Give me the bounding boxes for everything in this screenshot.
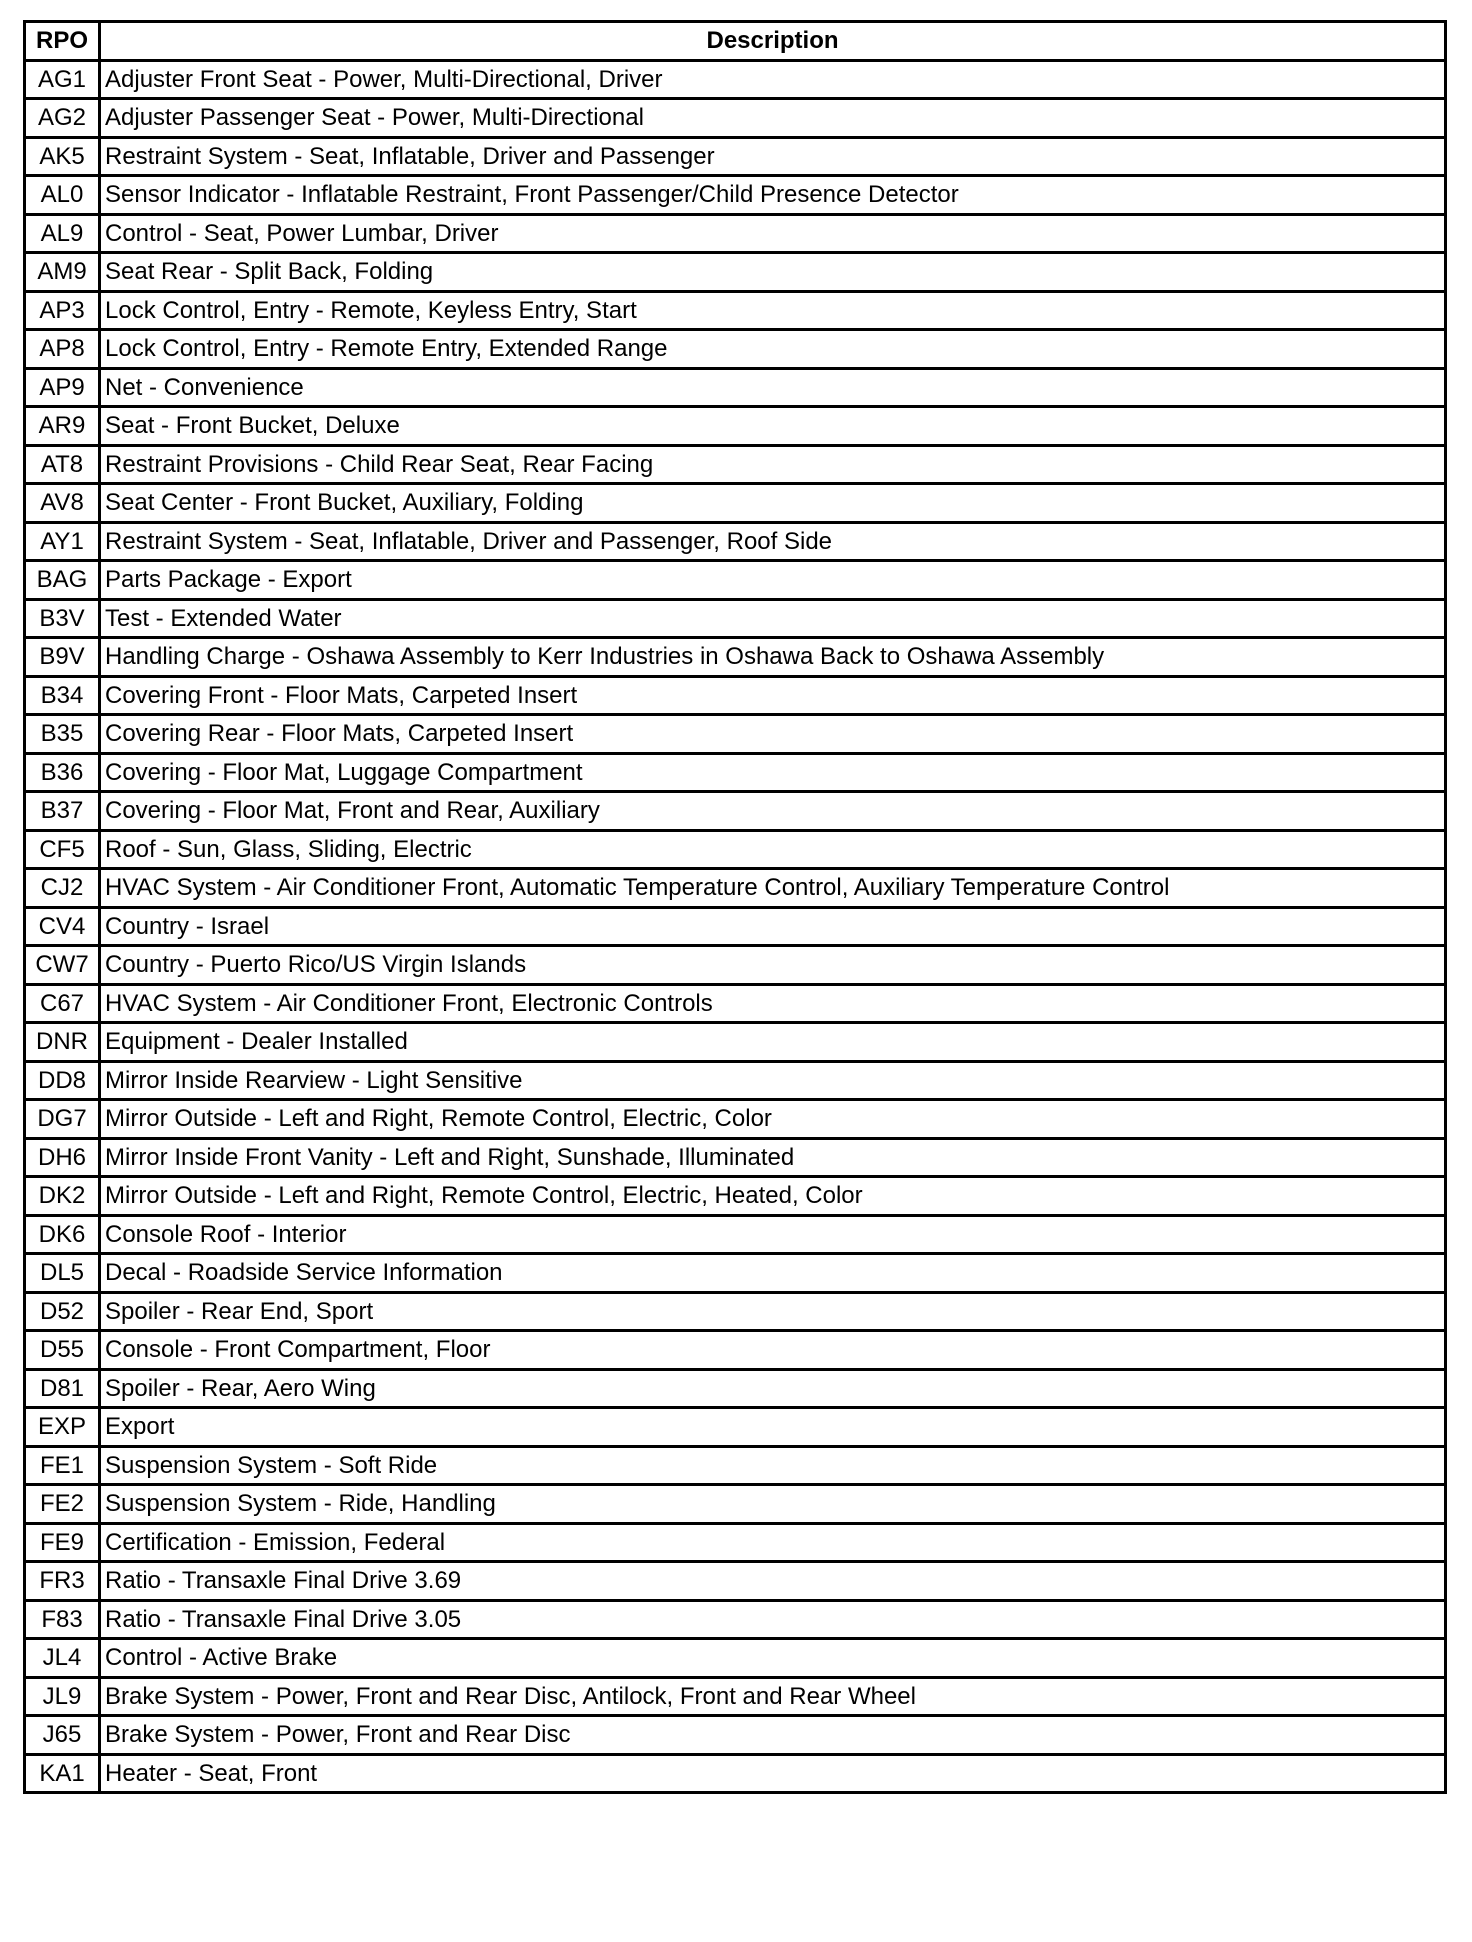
table-row: [25, 1177, 1446, 1216]
rpo-code-cell: AG1: [25, 60, 100, 99]
table-row: [25, 792, 1446, 831]
description-cell: HVAC System - Air Conditioner Front, Electronic Controls: [100, 984, 1446, 1023]
table-row: [25, 638, 1446, 677]
rpo-code-cell: B36: [25, 753, 100, 792]
rpo-code-cell: AR9: [25, 407, 100, 446]
table-row: [25, 1639, 1446, 1678]
rpo-code-cell: F83: [25, 1600, 100, 1639]
table-row: [25, 291, 1446, 330]
rpo-code-cell: B34: [25, 676, 100, 715]
rpo-code-cell: J65: [25, 1716, 100, 1755]
description-cell: Certification - Emission, Federal: [100, 1523, 1446, 1562]
table-row: [25, 1369, 1446, 1408]
description-cell: Control - Active Brake: [100, 1639, 1446, 1678]
rpo-code-cell: DNR: [25, 1023, 100, 1062]
table-row: [25, 1446, 1446, 1485]
table-row: [25, 869, 1446, 908]
table-row: [25, 1754, 1446, 1793]
rpo-code-cell: CJ2: [25, 869, 100, 908]
description-cell: Export: [100, 1408, 1446, 1447]
table-row: [25, 484, 1446, 523]
table-row: [25, 599, 1446, 638]
rpo-code-cell: AL0: [25, 176, 100, 215]
rpo-code-cell: AG2: [25, 99, 100, 138]
rpo-code-cell: CF5: [25, 830, 100, 869]
description-cell: Spoiler - Rear, Aero Wing: [100, 1369, 1446, 1408]
rpo-code-cell: B3V: [25, 599, 100, 638]
rpo-code-cell: JL4: [25, 1639, 100, 1678]
description-cell: Console - Front Compartment, Floor: [100, 1331, 1446, 1370]
description-cell: Ratio - Transaxle Final Drive 3.05: [100, 1600, 1446, 1639]
description-cell: Covering Rear - Floor Mats, Carpeted Insert: [100, 715, 1446, 754]
description-cell: Mirror Inside Front Vanity - Left and Right, Sunshade, Illuminated: [100, 1138, 1446, 1177]
table-row: [25, 1716, 1446, 1755]
description-cell: Test - Extended Water: [100, 599, 1446, 638]
description-cell: Parts Package - Export: [100, 561, 1446, 600]
rpo-code-cell: AP9: [25, 368, 100, 407]
description-cell: Lock Control, Entry - Remote, Keyless Entry, Start: [100, 291, 1446, 330]
description-cell: Seat Rear - Split Back, Folding: [100, 253, 1446, 292]
description-cell: Control - Seat, Power Lumbar, Driver: [100, 214, 1446, 253]
description-cell: Covering - Floor Mat, Luggage Compartment: [100, 753, 1446, 792]
rpo-code-cell: B9V: [25, 638, 100, 677]
table-row: [25, 330, 1446, 369]
rpo-code-cell: AY1: [25, 522, 100, 561]
table-row: [25, 715, 1446, 754]
table-row: [25, 1408, 1446, 1447]
table-row: [25, 522, 1446, 561]
rpo-code-cell: BAG: [25, 561, 100, 600]
table-row: [25, 1562, 1446, 1601]
rpo-code-cell: KA1: [25, 1754, 100, 1793]
table-row: [25, 984, 1446, 1023]
table-row: [25, 407, 1446, 446]
table-row: [25, 1292, 1446, 1331]
description-cell: Covering Front - Floor Mats, Carpeted Insert: [100, 676, 1446, 715]
table-row: [25, 1061, 1446, 1100]
rpo-code-cell: C67: [25, 984, 100, 1023]
rpo-code-cell: EXP: [25, 1408, 100, 1447]
rpo-code-cell: FE9: [25, 1523, 100, 1562]
table-row: [25, 1677, 1446, 1716]
rpo-code-cell: AP8: [25, 330, 100, 369]
table-row: [25, 60, 1446, 99]
rpo-code-cell: AP3: [25, 291, 100, 330]
rpo-code-cell: DL5: [25, 1254, 100, 1293]
rpo-code-cell: B35: [25, 715, 100, 754]
rpo-code-cell: FE1: [25, 1446, 100, 1485]
table-body: [25, 60, 1446, 1793]
table-row: [25, 676, 1446, 715]
table-row: [25, 253, 1446, 292]
rpo-code-cell: FR3: [25, 1562, 100, 1601]
rpo-code-cell: AK5: [25, 137, 100, 176]
description-cell: Brake System - Power, Front and Rear Disc, Antilock, Front and Rear Wheel: [100, 1677, 1446, 1716]
table-row: [25, 99, 1446, 138]
table-row: [25, 1215, 1446, 1254]
description-cell: Brake System - Power, Front and Rear Disc: [100, 1716, 1446, 1755]
rpo-code-cell: CW7: [25, 946, 100, 985]
description-cell: Suspension System - Soft Ride: [100, 1446, 1446, 1485]
description-cell: Seat Center - Front Bucket, Auxiliary, Folding: [100, 484, 1446, 523]
table-row: [25, 1100, 1446, 1139]
rpo-code-cell: DH6: [25, 1138, 100, 1177]
description-cell: Roof - Sun, Glass, Sliding, Electric: [100, 830, 1446, 869]
rpo-code-cell: AL9: [25, 214, 100, 253]
table-row: [25, 1600, 1446, 1639]
rpo-table: [23, 20, 1447, 1794]
table-row: [25, 137, 1446, 176]
rpo-code-cell: D52: [25, 1292, 100, 1331]
rpo-code-cell: DG7: [25, 1100, 100, 1139]
description-cell: Restraint System - Seat, Inflatable, Driver and Passenger, Roof Side: [100, 522, 1446, 561]
table-row: [25, 1138, 1446, 1177]
table-row: [25, 1023, 1446, 1062]
rpo-code-cell: D81: [25, 1369, 100, 1408]
rpo-code-cell: AM9: [25, 253, 100, 292]
description-cell: Decal - Roadside Service Information: [100, 1254, 1446, 1293]
description-cell: Equipment - Dealer Installed: [100, 1023, 1446, 1062]
table-row: [25, 1523, 1446, 1562]
description-cell: Country - Israel: [100, 907, 1446, 946]
table-row: [25, 1485, 1446, 1524]
description-cell: Country - Puerto Rico/US Virgin Islands: [100, 946, 1446, 985]
table-row: [25, 214, 1446, 253]
rpo-code-cell: AV8: [25, 484, 100, 523]
table-row: [25, 1331, 1446, 1370]
rpo-column-header: RPO: [25, 22, 100, 61]
table-row: [25, 907, 1446, 946]
description-cell: Sensor Indicator - Inflatable Restraint, Front Passenger/Child Presence Detector: [100, 176, 1446, 215]
table-row: [25, 176, 1446, 215]
description-cell: Mirror Outside - Left and Right, Remote Control, Electric, Color: [100, 1100, 1446, 1139]
table-row: [25, 368, 1446, 407]
rpo-code-cell: DK2: [25, 1177, 100, 1216]
description-cell: Console Roof - Interior: [100, 1215, 1446, 1254]
description-cell: Spoiler - Rear End, Sport: [100, 1292, 1446, 1331]
rpo-code-cell: DK6: [25, 1215, 100, 1254]
table-row: [25, 830, 1446, 869]
description-cell: Adjuster Front Seat - Power, Multi-Directional, Driver: [100, 60, 1446, 99]
table-row: [25, 445, 1446, 484]
table-row: [25, 561, 1446, 600]
description-column-header: Description: [100, 22, 1446, 61]
description-cell: Covering - Floor Mat, Front and Rear, Auxiliary: [100, 792, 1446, 831]
description-cell: Adjuster Passenger Seat - Power, Multi-Directional: [100, 99, 1446, 138]
description-cell: Restraint Provisions - Child Rear Seat, Rear Facing: [100, 445, 1446, 484]
description-cell: Suspension System - Ride, Handling: [100, 1485, 1446, 1524]
table-row: [25, 1254, 1446, 1293]
table-row: [25, 753, 1446, 792]
table-row: [25, 946, 1446, 985]
description-cell: Handling Charge - Oshawa Assembly to Kerr Industries in Oshawa Back to Oshawa Assembly: [100, 638, 1446, 677]
description-cell: Mirror Outside - Left and Right, Remote Control, Electric, Heated, Color: [100, 1177, 1446, 1216]
description-cell: Heater - Seat, Front: [100, 1754, 1446, 1793]
table-header-row: [25, 22, 1446, 61]
description-cell: HVAC System - Air Conditioner Front, Automatic Temperature Control, Auxiliary Temperature Control: [100, 869, 1446, 908]
description-cell: Seat - Front Bucket, Deluxe: [100, 407, 1446, 446]
description-cell: Ratio - Transaxle Final Drive 3.69: [100, 1562, 1446, 1601]
description-cell: Net - Convenience: [100, 368, 1446, 407]
rpo-code-cell: B37: [25, 792, 100, 831]
description-cell: Mirror Inside Rearview - Light Sensitive: [100, 1061, 1446, 1100]
rpo-code-cell: D55: [25, 1331, 100, 1370]
description-cell: Restraint System - Seat, Inflatable, Driver and Passenger: [100, 137, 1446, 176]
rpo-code-cell: JL9: [25, 1677, 100, 1716]
rpo-code-cell: AT8: [25, 445, 100, 484]
rpo-code-cell: CV4: [25, 907, 100, 946]
description-cell: Lock Control, Entry - Remote Entry, Extended Range: [100, 330, 1446, 369]
rpo-code-cell: DD8: [25, 1061, 100, 1100]
rpo-code-cell: FE2: [25, 1485, 100, 1524]
